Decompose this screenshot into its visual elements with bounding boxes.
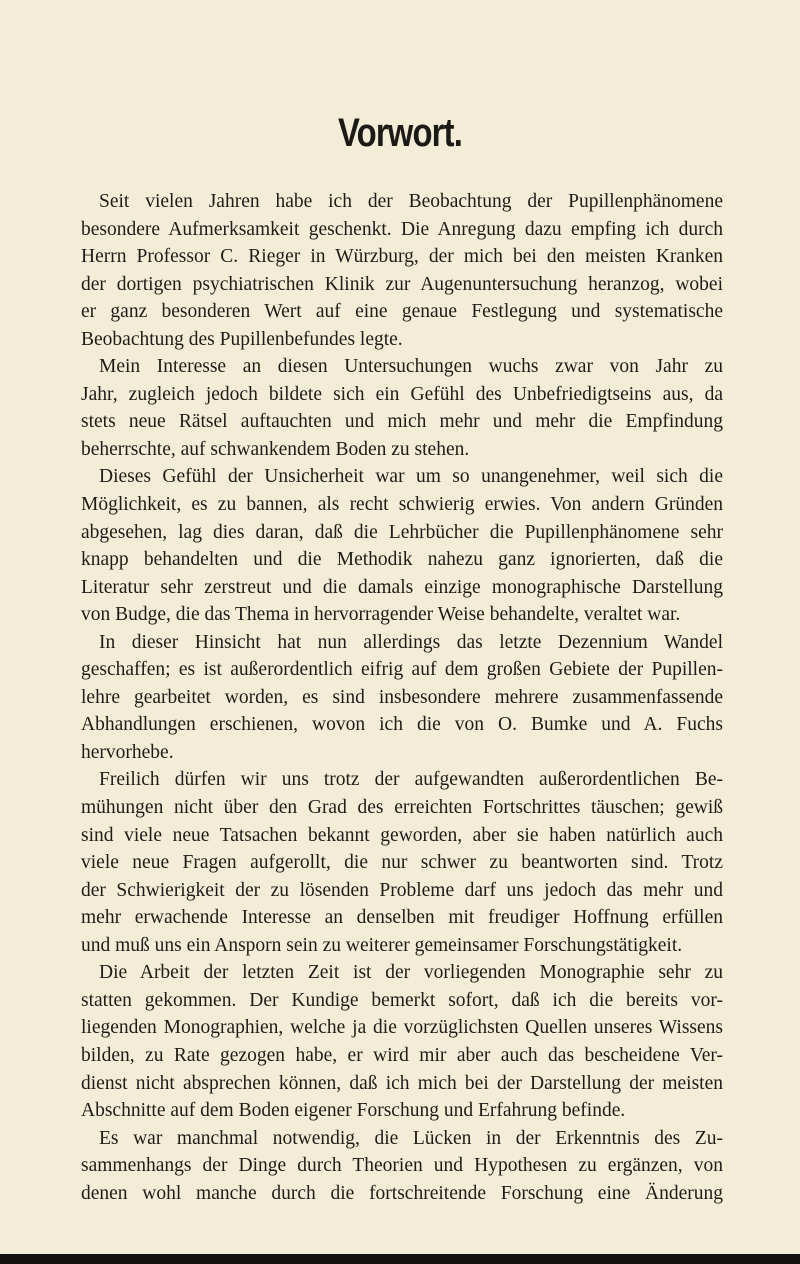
text-line: Mein Interesse an diesen Untersuchungen wuchs zwar von Jahr zu	[99, 356, 723, 378]
text-line: hervorhebe.	[81, 741, 174, 763]
page-title: Vorwort.	[337, 111, 463, 155]
text-line: Jahr, zugleich jedoch bildete sich ein Gefühl des Unbefriedigtseins aus, da	[81, 383, 723, 405]
text-line: Die Arbeit der letzten Zeit ist der vorliegenden Monographie sehr zu	[99, 962, 723, 984]
text-line: mehr erwachende Interesse an denselben mit freudiger Hoffnung erfüllen	[81, 907, 723, 929]
text-line: denen wohl manche durch die fortschreitende Forschung eine Änderung	[81, 1182, 723, 1204]
text-line: geschaffen; es ist außerordentlich eifrig auf dem großen Gebiete der Pupillen-	[81, 659, 723, 681]
text-line: sammenhangs der Dinge durch Theorien und Hypothesen zu ergänzen, von	[81, 1155, 723, 1177]
text-line: mühungen nicht über den Grad des erreichten Fortschrittes täuschen; gewiß	[81, 797, 723, 819]
text-line: In dieser Hinsicht hat nun allerdings das letzte Dezennium Wandel	[99, 631, 723, 653]
text-line: lehre gearbeitet worden, es sind insbesondere mehrere zusammenfassende	[81, 686, 723, 708]
text-line: Abschnitte auf dem Boden eigener Forschung und Erfahrung befinde.	[81, 1100, 626, 1122]
text-line: der dortigen psychiatrischen Klinik zur Augenuntersuchung heranzog, wobei	[81, 273, 723, 295]
text-line: knapp behandelten und die Methodik nahezu ganz ignorierten, daß die	[81, 549, 723, 571]
text-line: besondere Aufmerksamkeit geschenkt. Die Anregung dazu empfing ich durch	[81, 218, 723, 240]
text-line: Literatur sehr zerstreut und die damals einzige monographische Darstellung	[81, 576, 723, 598]
text-line: stets neue Rätsel auftauchten und mich mehr und mehr die Empfindung	[81, 411, 723, 433]
bottom-edge-bar	[0, 1254, 800, 1264]
text-line: abgesehen, lag dies daran, daß die Lehrbücher die Pupillenphänomene sehr	[81, 521, 723, 543]
text-line: viele neue Fragen aufgerollt, die nur schwer zu beantworten sind. Trotz	[81, 852, 723, 874]
text-line: Möglichkeit, es zu bannen, als recht schwierig erwies. Von andern Gründen	[81, 494, 723, 516]
text-line: Abhandlungen erschienen, wovon ich die von O. Bumke und A. Fuchs	[81, 714, 723, 736]
text-line: Es war manchmal notwendig, die Lücken in der Erkenntnis des Zu-	[99, 1127, 723, 1149]
text-line: Herrn Professor C. Rieger in Würzburg, der mich bei den meisten Kranken	[81, 246, 723, 268]
text-line: er ganz besonderen Wert auf eine genaue Festlegung und systematische	[81, 301, 723, 323]
text-line: Dieses Gefühl der Unsicherheit war um so unangenehmer, weil sich die	[99, 466, 723, 488]
text-line: dienst nicht absprechen können, daß ich mich bei der Darstellung der meisten	[81, 1072, 723, 1094]
preface-text	[81, 188, 723, 1207]
text-line: Seit vielen Jahren habe ich der Beobachtung der Pupillenphänomene	[99, 191, 723, 212]
text-line: der Schwierigkeit der zu lösenden Probleme darf uns jedoch das mehr und	[81, 879, 723, 901]
text-line: Beobachtung des Pupillenbefundes legte.	[81, 328, 403, 350]
text-line: statten gekommen. Der Kundige bemerkt sofort, daß ich die bereits vor-	[81, 989, 723, 1011]
text-line: bilden, zu Rate gezogen habe, er wird mir aber auch das bescheidene Ver-	[81, 1044, 723, 1066]
text-line: von Budge, die das Thema in hervorragender Weise behandelte, veraltet war.	[81, 604, 681, 626]
text-line: Freilich dürfen wir uns trotz der aufgewandten außerordentlichen Be-	[99, 769, 723, 791]
text-line: und muß uns ein Ansporn sein zu weiterer gemeinsamer Forschungstätigkeit.	[81, 934, 683, 956]
text-line: sind viele neue Tatsachen bekannt geworden, aber sie haben natürlich auch	[81, 824, 723, 846]
text-line: liegenden Monographien, welche ja die vorzüglichsten Quellen unseres Wissens	[81, 1017, 723, 1039]
text-line: beherrschte, auf schwankendem Boden zu stehen.	[81, 438, 470, 460]
